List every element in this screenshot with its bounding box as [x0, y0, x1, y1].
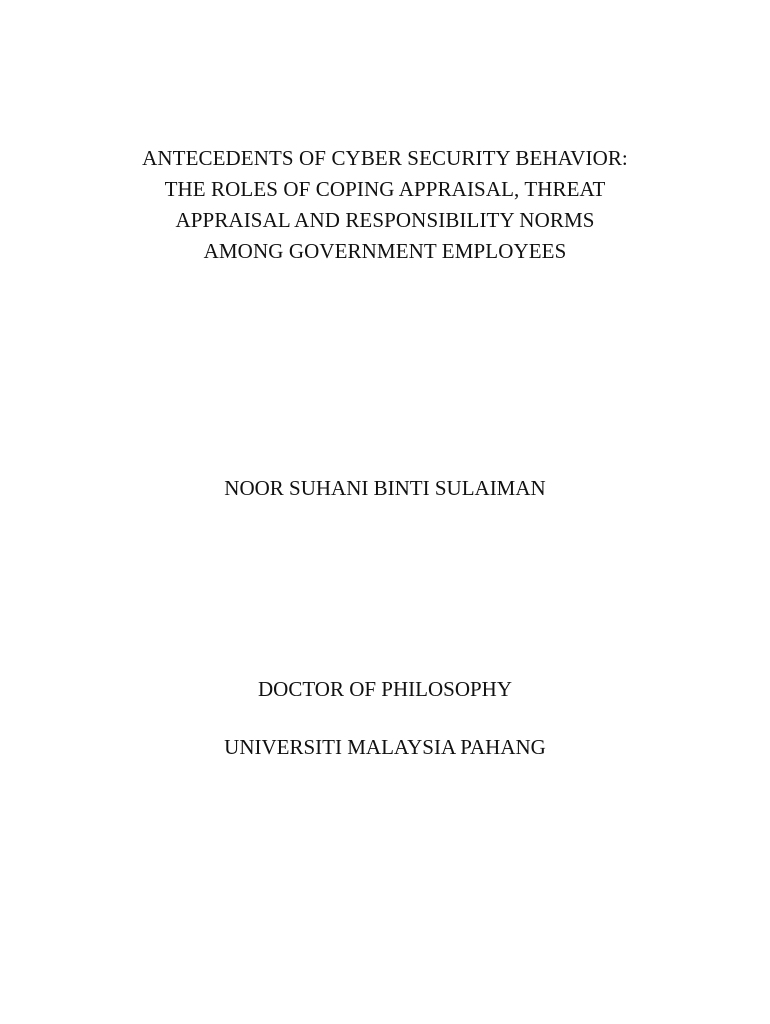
author-name: NOOR SUHANI BINTI SULAIMAN — [224, 476, 546, 500]
thesis-title-line-4: AMONG GOVERNMENT EMPLOYEES — [203, 239, 567, 263]
thesis-title-line-2: THE ROLES OF COPING APPRAISAL, THREAT — [164, 177, 606, 201]
thesis-title — [0, 143, 770, 267]
degree-name: DOCTOR OF PHILOSOPHY — [258, 677, 512, 701]
university-name: UNIVERSITI MALAYSIA PAHANG — [224, 735, 546, 759]
thesis-title-line-3: APPRAISAL AND RESPONSIBILITY NORMS — [175, 208, 595, 232]
thesis-title-line-1: ANTECEDENTS OF CYBER SECURITY BEHAVIOR: — [142, 146, 628, 170]
